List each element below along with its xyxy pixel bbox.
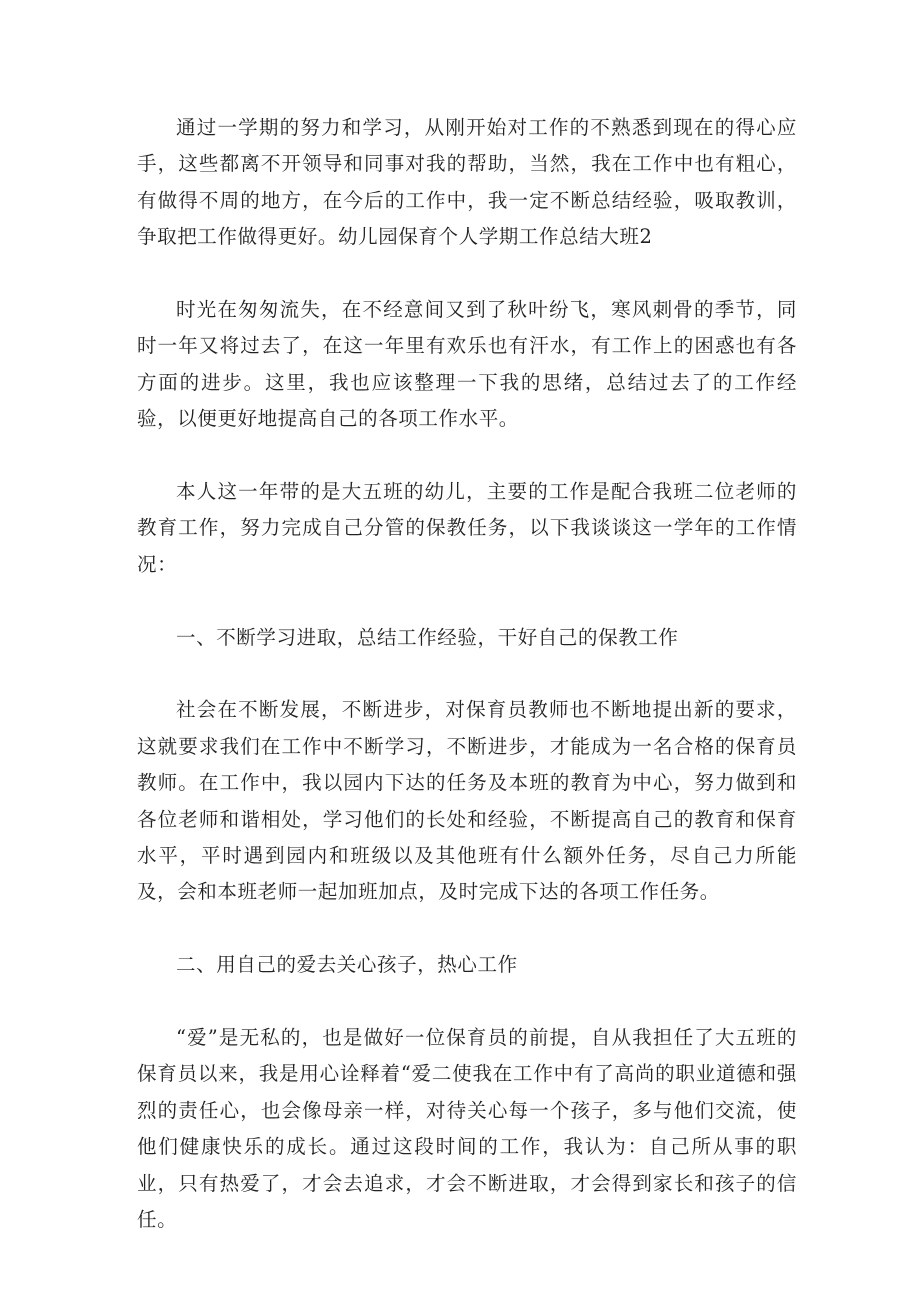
paragraph-introduction: 本人这一年带的是大五班的幼儿，主要的工作是配合我班二位老师的教育工作，努力完成自己分管的保教任务，以下我谈谈这一学年的工作情况： — [137, 480, 797, 576]
paragraph-section-1-body: 社会在不断发展，不断进步，对保育员教师也不断地提出新的要求，这就要求我们在工作中不断学习，不断进步，才能成为一名合格的保育员教师。在工作中，我以园内下达的任务及本班的教育为中心，努力做到和各位老师和谐相处，学习他们的长处和经验，不断提高自己的教育和保育水平，平时遇到园内和班级以及其他班有什么额外任务，尽自己力所能及，会和本班老师一起加班加点，及时完成下达的各项工作任务。 — [137, 698, 797, 904]
section-heading-1: 一、不断学习进取，总结工作经验，干好自己的保教工作 — [176, 625, 679, 649]
paragraph-summary-closing: 通过一学期的努力和学习，从刚开始对工作的不熟悉到现在的得心应手，这些都离不开领导和同事对我的帮助，当然，我在工作中也有粗心，有做得不周的地方，在今后的工作中，我一定不断总结经验，吸取教训，争取把工作做得更好。幼儿园保育个人学期工作总结大班2 — [137, 116, 797, 249]
section-heading-2: 二、用自己的爱去关心孩子，热心工作 — [176, 953, 518, 977]
paragraph-time-passing: 时光在匆匆流失，在不经意间又到了秋叶纷飞，寒风刺骨的季节，同时一年又将过去了，在这一年里有欢乐也有汗水，有工作上的困惑也有各方面的进步。这里，我也应该整理一下我的思绪，总结过去了的工作经验，以便更好地提高自己的各项工作水平。 — [137, 298, 797, 431]
document-body — [137, 110, 797, 1275]
paragraph-section-2-body: “爱”是无私的，也是做好一位保育员的前提，自从我担任了大五班的保育员以来，我是用心诠释着“爱二使我在工作中有了高尚的职业道德和强烈的责任心，也会像母亲一样，对待关心每一个孩子，多与他们交流，使他们健康快乐的成长。通过这段时间的工作，我认为：自己所从事的职业，只有热爱了，才会去追求，才会不断进取，才会得到家长和孩子的信任。 — [137, 1026, 797, 1232]
